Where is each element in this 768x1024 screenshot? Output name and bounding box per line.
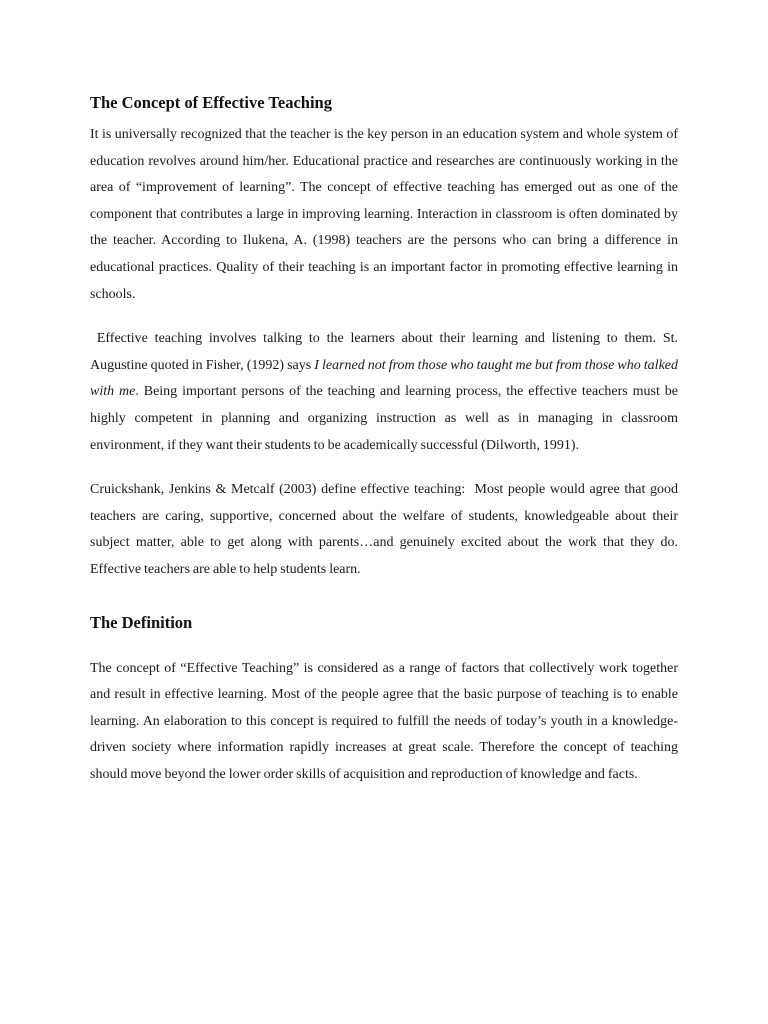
paragraph-definition: The concept of “Effective Teaching” is considered as a range of factors that collectively work together and result in effective learning. Most of the people agree that the basic purpose of teaching is to enable learning. An elaboration to this concept is required to fulfill the needs of today’s youth in a knowledge-driven society where information rapidly increases at great scale. Therefore the concept of teaching should move beyond the lower order skills of acquisition and reproduction of knowledge and facts. — [90, 660, 678, 782]
paragraph-augustine-text-after: . Being important persons of the teaching and learning process, the effective teachers must be highly competent in planning and organizing instruction as well as in managing in classroom environment, if they want their students to be academically successful (Dilworth, 1991). — [90, 384, 678, 453]
paragraph-intro: It is universally recognized that the teacher is the key person in an education system and whole system of education revolves around him/her. Educational practice and researches are continuously working in the area of “improvement of learning”. The concept of effective teaching has emerged out as one of the component that contributes a large in improving learning. Interaction in classroom is often dominated by the teacher. According to Ilukena, A. (1998) teachers are the persons who can bring a difference in educational practices. Quality of their teaching is an important factor in promoting effective learning in schools. — [90, 127, 678, 302]
section-heading-concept: The Concept of Effective Teaching — [90, 93, 332, 112]
section-heading-definition: The Definition — [90, 612, 193, 632]
document-page — [90, 86, 678, 788]
paragraph-augustine — [90, 326, 678, 459]
paragraph-cruickshank: Cruickshank, Jenkins & Metcalf (2003) define effective teaching: Most people would agree that good teachers are caring, supportive, concerned about the welfare of students, knowledgeable about their subject matter, able to get along with parents…and genuinely excited about the work that they do. Effective teachers are able to help students learn. — [90, 482, 678, 577]
paragraph-augustine-text-before: Effective teaching involves talking to the learners about their learning and listening to them. St. Augustine quoted in Fisher, (1992) says — [90, 331, 678, 373]
augustine-quote: I learned not from those who taught me but from those who talked with me — [90, 357, 679, 400]
